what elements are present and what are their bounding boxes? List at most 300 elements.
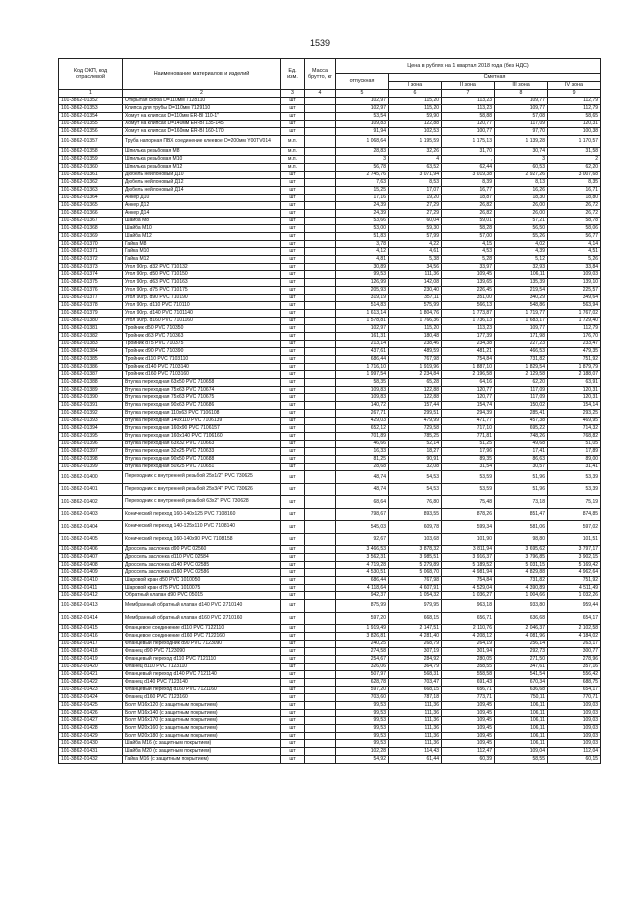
price-zone-2: 1 887,10 xyxy=(442,363,495,371)
price-zone-4: 112,79 xyxy=(548,105,601,113)
item-unit: м.п. xyxy=(281,135,305,148)
price-release: 17,16 xyxy=(336,194,389,202)
price-zone-1: 122,88 xyxy=(389,394,442,402)
price-zone-2: 2 196,58 xyxy=(442,371,495,379)
price-release: 92,67 xyxy=(336,533,389,546)
price-rows xyxy=(59,97,601,763)
column-number: 9 xyxy=(548,90,601,98)
item-unit: шт xyxy=(281,455,305,463)
table-row xyxy=(59,521,601,534)
item-code: 101-3862-01402 xyxy=(59,496,123,509)
price-zone-1: 767,98 xyxy=(389,356,442,364)
price-zone-3: 636,68 xyxy=(495,612,548,625)
item-unit: шт xyxy=(281,171,305,179)
price-zone-1: 90,91 xyxy=(389,455,442,463)
item-name: Втулка переходная 32x25 PVC 710633 xyxy=(123,448,281,456)
item-unit: шт xyxy=(281,240,305,248)
item-code: 101-3862-01430 xyxy=(59,740,123,748)
price-zone-1: 180,48 xyxy=(389,332,442,340)
item-code: 101-3862-01357 xyxy=(59,135,123,148)
item-name: Дюбель нейлоновый Д10 xyxy=(123,171,281,179)
price-zone-4: 101,51 xyxy=(548,533,601,546)
item-code: 101-3862-01396 xyxy=(59,440,123,448)
item-mass xyxy=(305,600,336,613)
price-release: 240,25 xyxy=(336,640,389,648)
item-mass xyxy=(305,194,336,202)
item-unit: шт xyxy=(281,521,305,534)
price-zone-4: 75,19 xyxy=(548,496,601,509)
item-unit: шт xyxy=(281,105,305,113)
item-mass xyxy=(305,286,336,294)
table-row xyxy=(59,709,601,717)
item-name: Анкер Д14 xyxy=(123,209,281,217)
price-zone-3: 51,96 xyxy=(495,471,548,484)
item-unit: шт xyxy=(281,678,305,686)
item-name: Переходник с внутренней резьбой 63x2" PVC 730628 xyxy=(123,496,281,509)
price-zone-2: 754,84 xyxy=(442,577,495,585)
price-zone-3: 106,11 xyxy=(495,717,548,725)
price-zone-1: 17,07 xyxy=(389,186,442,194)
price-zone-1: 115,20 xyxy=(389,325,442,333)
item-unit: шт xyxy=(281,402,305,410)
price-zone-4: 56,77 xyxy=(548,233,601,241)
header-release-price: отпускная xyxy=(336,74,389,90)
item-mass xyxy=(305,592,336,600)
price-zone-4: 3 007,68 xyxy=(548,171,601,179)
item-unit: шт xyxy=(281,740,305,748)
item-mass xyxy=(305,163,336,171)
price-zone-1: 1 804,76 xyxy=(389,309,442,317)
item-name: Втулка переходная 63x32 PVC 710663 xyxy=(123,440,281,448)
item-code: 101-3862-01369 xyxy=(59,233,123,241)
item-mass xyxy=(305,702,336,710)
item-unit: шт xyxy=(281,302,305,310)
price-zone-3: 171,98 xyxy=(495,332,548,340)
item-unit: шт xyxy=(281,717,305,725)
item-unit: шт xyxy=(281,432,305,440)
table-row xyxy=(59,348,601,356)
price-zone-4: 58,65 xyxy=(548,112,601,120)
item-mass xyxy=(305,554,336,562)
price-release: 3 826,81 xyxy=(336,632,389,640)
price-zone-4: 751,92 xyxy=(548,356,601,364)
price-zone-3: 2 046,37 xyxy=(495,625,548,633)
price-zone-4: 1 879,79 xyxy=(548,363,601,371)
price-zone-2: 558,58 xyxy=(442,671,495,679)
price-zone-4: 16,71 xyxy=(548,186,601,194)
price-release: 3 xyxy=(336,156,389,164)
price-zone-4: 959,44 xyxy=(548,600,601,613)
price-zone-2: 113,23 xyxy=(442,325,495,333)
table-row xyxy=(59,612,601,625)
item-mass xyxy=(305,271,336,279)
price-zone-3: 106,11 xyxy=(495,271,548,279)
price-zone-2: 18,87 xyxy=(442,194,495,202)
item-name: Угол 90гр. d140 PVC 7101140 xyxy=(123,309,281,317)
table-row xyxy=(59,317,601,325)
price-zone-1: 63,52 xyxy=(389,163,442,171)
price-zone-4: 26,72 xyxy=(548,202,601,210)
price-zone-3: 55,26 xyxy=(495,233,548,241)
item-mass xyxy=(305,533,336,546)
item-code: 101-3862-01419 xyxy=(59,655,123,663)
item-unit: шт xyxy=(281,371,305,379)
price-release: 703,60 xyxy=(336,694,389,702)
item-unit: шт xyxy=(281,554,305,562)
price-zone-1: 111,36 xyxy=(389,717,442,725)
price-zone-1: 54,53 xyxy=(389,471,442,484)
price-zone-3: 1 004,66 xyxy=(495,592,548,600)
item-unit: шт xyxy=(281,508,305,521)
item-unit: шт xyxy=(281,577,305,585)
item-code: 101-3862-01384 xyxy=(59,348,123,356)
price-zone-3: 731,82 xyxy=(495,356,548,364)
price-zone-1: 111,36 xyxy=(389,740,442,748)
table-row xyxy=(59,263,601,271)
item-code: 101-3862-01431 xyxy=(59,748,123,756)
price-release: 109,83 xyxy=(336,386,389,394)
price-zone-3: 219,54 xyxy=(495,286,548,294)
table-row xyxy=(59,561,601,569)
item-unit: шт xyxy=(281,120,305,128)
item-mass xyxy=(305,732,336,740)
item-code: 101-3862-01424 xyxy=(59,694,123,702)
item-mass xyxy=(305,471,336,484)
price-zone-2: 31,70 xyxy=(442,148,495,156)
price-zone-2: 60,39 xyxy=(442,755,495,763)
price-zone-2: 4 529,04 xyxy=(442,584,495,592)
price-release: 326,06 xyxy=(336,663,389,671)
table-row xyxy=(59,417,601,425)
price-zone-3: 2 129,58 xyxy=(495,371,548,379)
header-zone-2: II зона xyxy=(442,82,495,90)
price-zone-3: 548,86 xyxy=(495,302,548,310)
item-code: 101-3862-01422 xyxy=(59,678,123,686)
price-zone-4: 233,47 xyxy=(548,340,601,348)
column-number: 6 xyxy=(389,90,442,98)
price-zone-2: 177,39 xyxy=(442,332,495,340)
price-release: 99,53 xyxy=(336,702,389,710)
item-name: Дроссель заслонка d110 PVC 02584 xyxy=(123,554,281,562)
column-number: 1 xyxy=(59,90,123,98)
price-zone-1: 4 607,91 xyxy=(389,584,442,592)
price-zone-1: 27,29 xyxy=(389,202,442,210)
item-name: Втулка переходная 110x63 PVC 7106108 xyxy=(123,409,281,417)
price-zone-4: 293,25 xyxy=(548,409,601,417)
item-name: Переходник с внутренней резьбой 25x1/2" PVC 730625 xyxy=(123,471,281,484)
item-mass xyxy=(305,709,336,717)
price-zone-4: 4 184,02 xyxy=(548,632,601,640)
item-code: 101-3862-01365 xyxy=(59,202,123,210)
item-code: 101-3862-01362 xyxy=(59,179,123,187)
price-zone-1: 122,88 xyxy=(389,120,442,128)
price-zone-2: 5,28 xyxy=(442,256,495,264)
table-row xyxy=(59,271,601,279)
price-release: 3,78 xyxy=(336,240,389,248)
item-name: Шайба М10 xyxy=(123,225,281,233)
price-release: 99,53 xyxy=(336,709,389,717)
item-name: Шпилька резьбовая М8 xyxy=(123,148,281,156)
price-zone-4: 18,80 xyxy=(548,194,601,202)
price-zone-2: 16,77 xyxy=(442,186,495,194)
price-zone-1: 609,78 xyxy=(389,521,442,534)
price-zone-2: 4,53 xyxy=(442,248,495,256)
price-zone-1: 18,27 xyxy=(389,448,442,456)
price-release: 68,64 xyxy=(336,496,389,509)
table-row xyxy=(59,678,601,686)
price-zone-4: 357,16 xyxy=(548,663,601,671)
price-zone-2: 1 036,27 xyxy=(442,592,495,600)
price-zone-3: 1 719,77 xyxy=(495,309,548,317)
price-release: 437,61 xyxy=(336,348,389,356)
item-code: 101-3862-01374 xyxy=(59,271,123,279)
price-zone-2: 4,15 xyxy=(442,240,495,248)
item-mass xyxy=(305,128,336,136)
item-code: 101-3862-01364 xyxy=(59,194,123,202)
price-release: 16,33 xyxy=(336,448,389,456)
item-code: 101-3862-01367 xyxy=(59,217,123,225)
price-release: 56,78 xyxy=(336,163,389,171)
table-row xyxy=(59,286,601,294)
price-zone-3: 73,18 xyxy=(495,496,548,509)
table-row xyxy=(59,732,601,740)
item-unit: шт xyxy=(281,194,305,202)
item-code: 101-3862-01361 xyxy=(59,171,123,179)
item-mass xyxy=(305,294,336,302)
price-release: 7,63 xyxy=(336,179,389,187)
header-name: Наименование материалов и изделий xyxy=(123,59,281,90)
item-mass xyxy=(305,496,336,509)
price-release: 30,89 xyxy=(336,263,389,271)
table-row xyxy=(59,748,601,756)
item-name: Шайба М12 xyxy=(123,233,281,241)
table-row xyxy=(59,225,601,233)
price-release: 1 716,10 xyxy=(336,363,389,371)
item-mass xyxy=(305,625,336,633)
item-name: Переходник с внутренней резьбой 25x3/4" PVC 730626 xyxy=(123,483,281,496)
price-zone-2: 53,59 xyxy=(442,483,495,496)
header-zone-3: III зона xyxy=(495,82,548,90)
price-zone-4: 109,03 xyxy=(548,725,601,733)
item-unit: шт xyxy=(281,417,305,425)
item-mass xyxy=(305,417,336,425)
item-name: Втулка переходная 140x110 PVC 7106139 xyxy=(123,417,281,425)
price-release: 213,14 xyxy=(336,340,389,348)
item-mass xyxy=(305,325,336,333)
table-row xyxy=(59,455,601,463)
price-zone-1: 111,36 xyxy=(389,271,442,279)
price-zone-1: 785,25 xyxy=(389,432,442,440)
price-zone-3: 30,74 xyxy=(495,148,548,156)
table-row xyxy=(59,112,601,120)
price-zone-2: 109,45 xyxy=(442,702,495,710)
item-mass xyxy=(305,740,336,748)
item-name: Мембранный обратный клапан d160 PVC 2710160 xyxy=(123,612,281,625)
item-mass xyxy=(305,356,336,364)
item-code: 101-3862-01407 xyxy=(59,554,123,562)
price-release: 109,83 xyxy=(336,120,389,128)
item-name: Труба напорная ПВХ соединение клеевое D=200мм Y00TV014 xyxy=(123,135,281,148)
price-zone-2: 4 981,94 xyxy=(442,569,495,577)
price-release: 99,53 xyxy=(336,732,389,740)
item-mass xyxy=(305,120,336,128)
item-unit: шт xyxy=(281,294,305,302)
item-code: 101-3862-01372 xyxy=(59,256,123,264)
price-release: 597,20 xyxy=(336,686,389,694)
price-zone-2: 120,77 xyxy=(442,394,495,402)
item-unit: шт xyxy=(281,209,305,217)
price-release: 429,03 xyxy=(336,417,389,425)
item-unit: шт xyxy=(281,463,305,471)
price-zone-4: 109,03 xyxy=(548,709,601,717)
table-row xyxy=(59,148,601,156)
price-zone-1: 57,99 xyxy=(389,233,442,241)
price-zone-2: 351,00 xyxy=(442,294,495,302)
price-release: 54,92 xyxy=(336,755,389,763)
price-zone-1: 568,31 xyxy=(389,671,442,679)
item-code: 101-3862-01352 xyxy=(59,97,123,105)
item-mass xyxy=(305,363,336,371)
table-row xyxy=(59,686,601,694)
price-release: 205,93 xyxy=(336,286,389,294)
price-zone-3: 32,93 xyxy=(495,263,548,271)
price-release: 3 466,53 xyxy=(336,546,389,554)
table-row xyxy=(59,592,601,600)
item-name: Втулка переходная 90x63 PVC 710686 xyxy=(123,402,281,410)
item-code: 101-3862-01414 xyxy=(59,612,123,625)
item-unit: шт xyxy=(281,732,305,740)
price-release: 99,53 xyxy=(336,271,389,279)
price-zone-1: 111,36 xyxy=(389,725,442,733)
table-row xyxy=(59,625,601,633)
item-name: Конический переход 160-140x125 PVC 7108160 xyxy=(123,508,281,521)
item-name: Угол 90гр. d160 PVC 7101160 xyxy=(123,317,281,325)
price-zone-3: 4 829,88 xyxy=(495,569,548,577)
table-row xyxy=(59,294,601,302)
price-release: 24,39 xyxy=(336,202,389,210)
table-row xyxy=(59,569,601,577)
table-row xyxy=(59,584,601,592)
item-name: Дюбель нейлоновый Д14 xyxy=(123,186,281,194)
price-release: 4 719,28 xyxy=(336,561,389,569)
item-unit: шт xyxy=(281,279,305,287)
item-name: Хомут на клипсах D=110мм ER-Bl 110-1" xyxy=(123,112,281,120)
item-unit: шт xyxy=(281,379,305,387)
price-zone-2: 64,16 xyxy=(442,379,495,387)
table-row xyxy=(59,717,601,725)
price-release: 4,81 xyxy=(336,256,389,264)
item-mass xyxy=(305,394,336,402)
item-unit: шт xyxy=(281,612,305,625)
price-zone-1: 54,53 xyxy=(389,483,442,496)
price-release: 91,94 xyxy=(336,128,389,136)
price-zone-1: 787,18 xyxy=(389,694,442,702)
price-zone-3: 26,00 xyxy=(495,202,548,210)
item-mass xyxy=(305,671,336,679)
item-code: 101-3862-01381 xyxy=(59,325,123,333)
item-mass xyxy=(305,209,336,217)
item-mass xyxy=(305,577,336,585)
item-unit: шт xyxy=(281,483,305,496)
item-mass xyxy=(305,409,336,417)
price-zone-2: 59,01 xyxy=(442,217,495,225)
price-zone-1: 5 279,89 xyxy=(389,561,442,569)
price-zone-2: 112,47 xyxy=(442,748,495,756)
item-mass xyxy=(305,386,336,394)
price-zone-2: 481,21 xyxy=(442,348,495,356)
price-zone-4: 139,10 xyxy=(548,279,601,287)
item-code: 101-3862-01376 xyxy=(59,286,123,294)
price-zone-3: 150,02 xyxy=(495,402,548,410)
price-zone-1: 19,20 xyxy=(389,194,442,202)
price-zone-3: 135,39 xyxy=(495,279,548,287)
price-zone-2: 26,82 xyxy=(442,209,495,217)
item-mass xyxy=(305,717,336,725)
table-row xyxy=(59,402,601,410)
item-unit: шт xyxy=(281,655,305,663)
price-zone-3: 4 390,89 xyxy=(495,584,548,592)
item-name: Болт М16x140 (с защитным покрытием) xyxy=(123,709,281,717)
item-mass xyxy=(305,632,336,640)
header-mass: Масса брутто, кг xyxy=(305,59,336,90)
price-zone-1: 703,47 xyxy=(389,678,442,686)
price-zone-3: 98,80 xyxy=(495,533,548,546)
item-mass xyxy=(305,348,336,356)
price-zone-3: 16,26 xyxy=(495,186,548,194)
price-zone-1: 76,80 xyxy=(389,496,442,509)
item-unit: шт xyxy=(281,592,305,600)
price-zone-3: 2 927,26 xyxy=(495,171,548,179)
item-name: Тройник d160 PVC 7103160 xyxy=(123,371,281,379)
item-code: 101-3862-01415 xyxy=(59,625,123,633)
item-unit: шт xyxy=(281,409,305,417)
item-code: 101-3862-01392 xyxy=(59,409,123,417)
price-zone-3: 4,39 xyxy=(495,248,548,256)
item-mass xyxy=(305,186,336,194)
item-name: Тройник d110 PVC 7103110 xyxy=(123,356,281,364)
item-code: 101-3862-01390 xyxy=(59,394,123,402)
item-code: 101-3862-01353 xyxy=(59,105,123,113)
price-zone-1: 34,56 xyxy=(389,263,442,271)
price-zone-2: 109,45 xyxy=(442,709,495,717)
table-row xyxy=(59,440,601,448)
item-code: 101-3862-01416 xyxy=(59,632,123,640)
price-release: 53,66 xyxy=(336,217,389,225)
price-table xyxy=(58,58,601,764)
price-zone-3: 57,08 xyxy=(495,112,548,120)
price-zone-1: 115,20 xyxy=(389,105,442,113)
price-zone-1: 299,51 xyxy=(389,409,442,417)
item-code: 101-3862-01403 xyxy=(59,508,123,521)
item-name: Конический переход 160-140x90 PVC 7108158 xyxy=(123,533,281,546)
price-release: 4 530,51 xyxy=(336,569,389,577)
price-zone-4: 479,35 xyxy=(548,348,601,356)
price-zone-2: 3 916,37 xyxy=(442,554,495,562)
item-unit: шт xyxy=(281,671,305,679)
price-zone-2: 120,77 xyxy=(442,120,495,128)
item-unit: шт xyxy=(281,640,305,648)
item-unit: шт xyxy=(281,694,305,702)
price-release: 597,20 xyxy=(336,612,389,625)
price-release: 1 613,14 xyxy=(336,309,389,317)
price-release: 4,12 xyxy=(336,248,389,256)
price-zone-2: 53,59 xyxy=(442,471,495,484)
price-zone-3: 466,53 xyxy=(495,348,548,356)
price-release: 1 578,81 xyxy=(336,317,389,325)
price-zone-1: 65,28 xyxy=(389,379,442,387)
item-code: 101-3862-01429 xyxy=(59,732,123,740)
price-zone-3: 1 683,17 xyxy=(495,317,548,325)
